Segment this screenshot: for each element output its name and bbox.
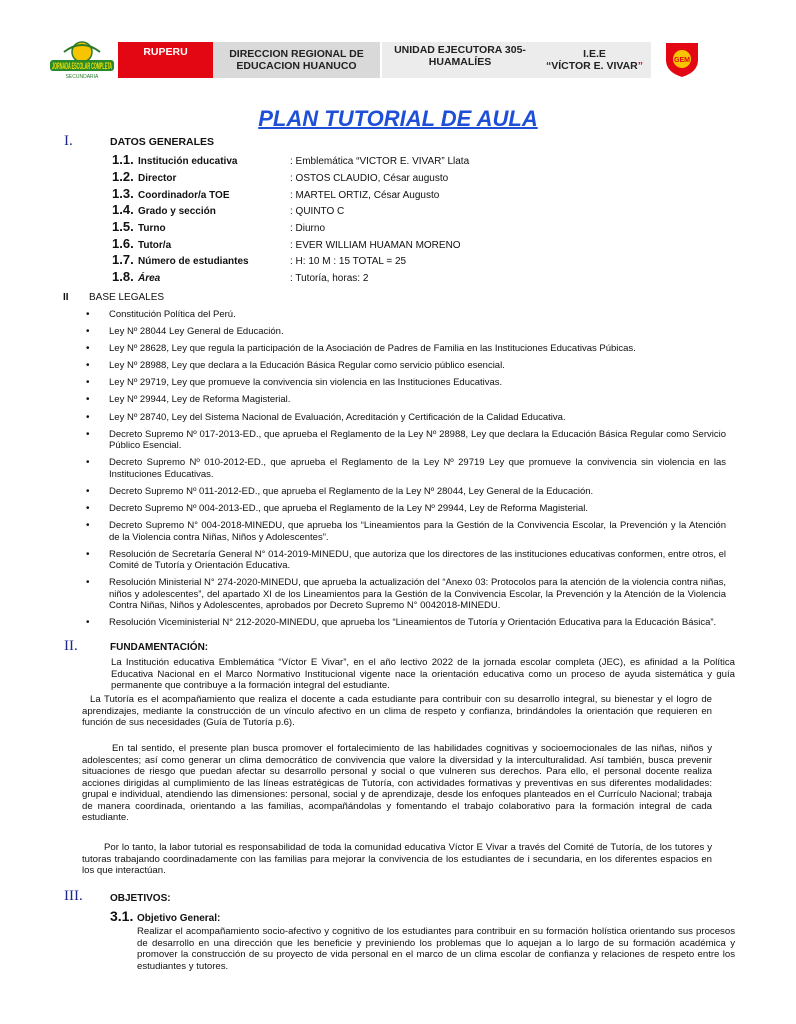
svg-text:GEM: GEM <box>674 57 690 64</box>
datos-item: 1.7. Número de estudiantes : H: 10 M : 15 TOTAL = 25 <box>112 252 407 267</box>
school-shield-logo <box>662 40 702 78</box>
jec-logo <box>46 40 118 80</box>
section-fund-number: II. <box>64 638 78 654</box>
list-item: • Ley Nº 29944, Ley de Reforma Magisterial. <box>86 394 291 406</box>
section-2-number: II <box>63 292 69 303</box>
list-item: • Decreto Supremo N° 004-2018-MINEDU, que aprueba los “Lineamientos para la Gestión de la Convivencia Escolar, la Prevención y la Atención de la Violencia contra Niñas, Niños y Adolescentes”. <box>86 520 726 543</box>
fund-paragraph-2: La Tutoría es el acompañamiento que realiza el docente a cada estudiante para contribuir con su desarrollo integral, su bienestar y el logro de aprendizajes, mediante la construcción de un vínculo afectivo en un clima de respeto y confianza, brindándoles la orientación que requieren en función de sus necesidades (Guía de Tutoría p.6). <box>82 694 712 728</box>
objetivo-general-text: Realizar el acompañamiento socio-afectivo y cognitivo de los estudiantes para contribuir en su formación holística orientando sus procesos de desarrollo en una dirección que les beneficie y previniendo los problemas que lo aquejan a lo largo de su formación académica y promover la construcción de su proyecto de vida personal en el marco de un clima escolar de confianza y relaciones de respeto entre los estudiantes y tutores. <box>137 926 735 972</box>
section-3-number: III. <box>64 888 83 904</box>
list-item: • Ley Nº 28628, Ley que regula la participación de la Asociación de Padres de Familia en las Instituciones Educativas Púbicas. <box>86 343 636 355</box>
list-item: • Decreto Supremo Nº 010-2012-ED., que aprueba el Reglamento de la Ley Nº 29719 Ley que promueve la convivencia sin violencia en las Instituciones Educativas. <box>86 457 726 480</box>
datos-item: 1.8. Área : Tutoría, horas: 2 <box>112 269 369 284</box>
datos-item: 1.5. Turno : Diurno <box>112 219 326 234</box>
datos-item: 1.2. Director : OSTOS CLAUDIO, César augusto <box>112 169 449 184</box>
section-2-heading: BASE LEGALES <box>89 292 165 303</box>
list-item: • Ley Nº 28044 Ley General de Educación. <box>86 326 284 338</box>
list-item: • Decreto Supremo Nº 011-2012-ED., que aprueba el Reglamento de la Ley Nº 28044, Ley General de la Educación. <box>86 485 594 497</box>
list-item: • Decreto Supremo Nº 004-2013-ED., que aprueba el Reglamento de la Ley Nº 29944, Ley de Reforma Magisterial. <box>86 502 589 514</box>
iee-line1: I.E.E <box>583 48 606 60</box>
base-legales-list <box>86 309 726 634</box>
page-title: PLAN TUTORIAL DE AULA <box>258 106 538 131</box>
section-3-heading: OBJETIVOS: <box>110 893 171 904</box>
datos-item: 1.6. Tutor/a : EVER WILLIAM HUAMAN MORENO <box>112 236 461 251</box>
list-item: • Resolución de Secretaría General N° 014-2019-MINEDU, que autoriza que los directores de las instituciones educativas conformen, entre otros, el Comité de Tutoría y Orientación Educativa. <box>86 548 726 572</box>
iee-name-cell <box>538 42 651 78</box>
datos-item: 1.4. Grado y sección : QUINTO C <box>112 202 345 217</box>
list-item: • Constitución Política del Perú. <box>86 309 236 320</box>
direccion-regional-label: DIRECCION REGIONAL DE EDUCACION HUANUCO <box>229 48 364 72</box>
list-item: • Ley Nº 28740, Ley del Sistema Nacional de Evaluación, Acreditación y Certificación de la Calidad Educativa. <box>86 411 566 423</box>
fund-paragraph-1: La Institución educativa Emblemática “Víctor E Vivar”, en el año lectivo 2022 de la jornada escolar completa (JEC), es afinidad a la Política Educativa Nacional en el Marco Normativo Institucional vigente nace la orientación educativa como un proceso de ayuda sistemática y guía permanente que contribuye a la formación integral del estudiante. <box>111 657 735 691</box>
svg-text:SECUNDARIA: SECUNDARIA <box>65 74 99 80</box>
direccion-regional-cell <box>213 42 380 78</box>
datos-item: 1.1. Institución educativa : Emblemática “VICTOR E. VIVAR” Llata <box>112 152 470 167</box>
fund-paragraph-4: Por lo tanto, la labor tutorial es responsabilidad de toda la comunidad educativa Víctor E Vivar a través del Comité de Tutoría, de los tutores y tutoras trabajando coordinadamente con las familias para mejorar la convivencia de los estudiantes de i secundaria, en los diferentes espacios en los que interactúan. <box>82 842 712 876</box>
unidad-ejecutora-cell <box>382 42 538 78</box>
list-item: • Decreto Supremo Nº 017-2013-ED., que aprueba el Reglamento de la Ley Nº 28988, Ley que declara la Educación Básica Regular como Servicio Público Esencial. <box>86 428 726 452</box>
list-item: • Ley Nº 29719, Ley que promueve la convivencia sin violencia en las Instituciones Educativas. <box>86 377 503 389</box>
section-fund-heading: FUNDAMENTACIÓN: <box>110 642 209 653</box>
ruperu-label: RUPERU <box>143 46 188 58</box>
list-item: • Ley Nº 28988, Ley que declara a la Educación Básica Regular como servicio público esencial. <box>86 360 505 372</box>
iee-line2: “VÍCTOR E. VIVAR” <box>545 60 644 72</box>
objetivo-general-heading: 3.1. Objetivo General: <box>110 908 221 924</box>
section-1-heading: DATOS GENERALES <box>110 136 215 148</box>
ruperu-header-cell <box>118 42 213 78</box>
section-1-number: I. <box>64 133 73 149</box>
list-item: • Resolución Viceministerial N° 212-2020-MINEDU, que aprueba los “Lineamientos de Tutoría y Orientación Educativa para la Educación Básica”. <box>86 617 717 629</box>
svg-text:JORNADA ESCOLAR COMPLETA: JORNADA ESCOLAR COMPLETA <box>52 61 113 71</box>
unidad-ejecutora-label: UNIDAD EJECUTORA 305-HUAMALÍES <box>394 44 526 68</box>
list-item: • Resolución Ministerial N° 274-2020-MINEDU, que aprueba la actualización del “Anexo 03: Protocolos para la atención de la violencia contra niñas, niños y adolescentes”, del apartado XI de los Lineamientos para la Gestión de la Convivencia Escolar, la Prevención y la Atención de la Violencia Contra Niñas, Niños y Adolescentes, aprobados por Decreto Supremo N° 0042018-MINEDU. <box>86 577 726 612</box>
fund-paragraph-3: En tal sentido, el presente plan busca promover el fortalecimiento de las habilidades cognitivas y socioemocionales de las niñas, niños y adolescentes; así como generar un clima democrático de convivencia que valore la diversidad y la interculturalidad. Así también, busca prevenir situaciones de riesgo que puedan afectar su desarrollo personal y social o que vulneren sus derechos. Para ello, el personal docente realiza acciones dirigidas al cumplimiento de las líneas estratégicas de Tutoría, con actividades formativas y preventivas en sus diferentes modalidades: grupal e individual, atendiendo las dimensiones: personal, social y de aprendizaje, desde los enfoques planteados en el Currículo Nacional; trabaja de manera coordinada, orientando a las familias, acompañándolas y fomentando el trabajo colaborativo para la formación integral de cada estudiante. <box>82 743 712 823</box>
datos-item: 1.3. Coordinador/a TOE : MARTEL ORTIZ, César Augusto <box>112 186 440 201</box>
